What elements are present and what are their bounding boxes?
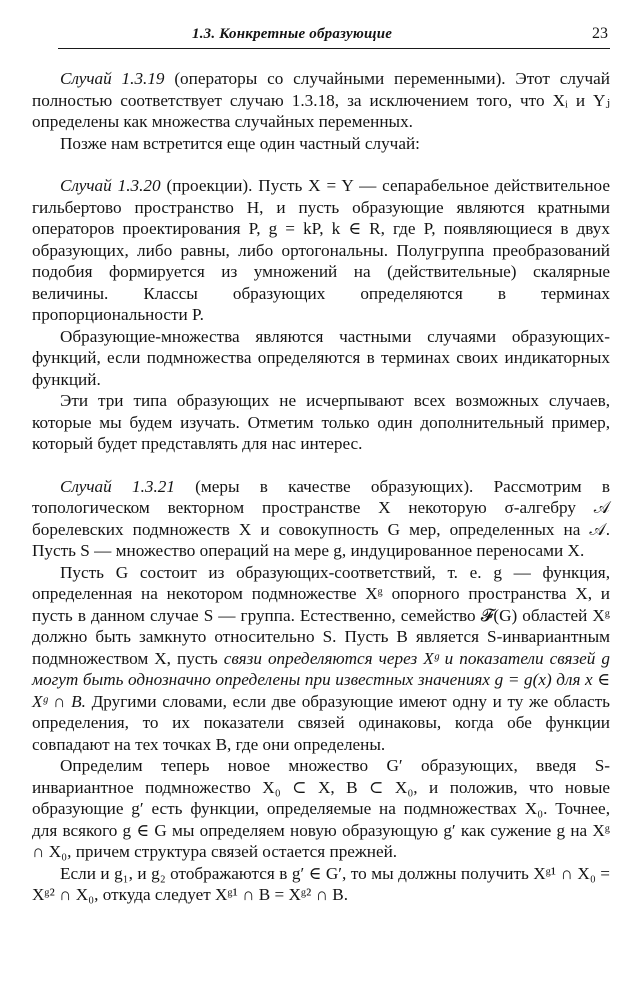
- paragraph: [32, 755, 610, 863]
- paragraph-case-1-3-19: [32, 68, 610, 133]
- paragraph: [32, 133, 610, 155]
- paragraph-text: Определим теперь новое множество G′ образующих, введя S-инвариантное подмножество X₀ ⊂ X, B ⊂ X₀, и положив, что новые образующие g′ есть функции, определяемые на подмножествах X₀. Точнее, для всякого g ∈ G мы определяем новую образующую g′ как сужение g на Xᵍ ∩ X₀, причем структура связей остается прежней.: [32, 756, 610, 861]
- paragraph-case-1-3-20: [32, 175, 610, 326]
- paragraph: [32, 390, 610, 455]
- paragraph-text: (операторы со случайными переменными). Этот случай полностью соответствует случаю 1.3.18, за исключением того, что Xᵢ и Yⱼ определены как множества случайных переменных.: [32, 69, 610, 131]
- case-heading: Случай 1.3.19: [60, 69, 165, 88]
- paragraph: [32, 562, 610, 756]
- page-number: 23: [592, 25, 608, 42]
- paragraph: [32, 326, 610, 391]
- paragraph-case-1-3-21: [32, 476, 610, 562]
- case-heading: Случай 1.3.21: [60, 476, 175, 496]
- case-heading: Случай 1.3.20: [60, 176, 161, 195]
- emphasized-text: связи определяются через Xᵍ и показатели связей g могут быть однозначно определены при известных значениях g = g(x) для x ∈ Xᵍ ∩ B.: [32, 648, 611, 711]
- paragraph: [32, 863, 610, 906]
- paragraph-text: Позже нам встретится еще один частный случай:: [60, 133, 420, 153]
- paragraph-text: (меры в качестве образующих). Рассмотрим в топологическом векторном пространстве X некоторую σ-алгебру 𝒜 борелевских подмножеств X и совокупность G мер, определенных на 𝒜. Пусть S — множество операций на мере g, индуцированное переносами X.: [32, 476, 610, 560]
- paragraph-text: Образующие-множества являются частными случаями образующих-функций, если подмножества определяются в терминах своих индикаторных функций.: [32, 326, 610, 389]
- paragraph-text: (проекции). Пусть X = Y — сепарабельное действительное гильбертово пространство H, и пусть образующие являются кратными операторов проектирования P, g = kP, k ∈ R, где P, появляющиеся в двух образующих, либо равны, либо ортогональны. Полугруппа преобразований подобия формируется из умножений на (действительные) скалярные величины. Классы образующих определяются в терминах пропорциональности P.: [32, 176, 610, 324]
- page-header: [58, 22, 610, 49]
- paragraph-text: Другими словами, если две образующие имеют одну и ту же область определения, то их показатели связей одинаковы, когда обе функции совпадают на тех точках B, где они определены.: [32, 691, 610, 754]
- paragraph-text: Если и g₁, и g₂ отображаются в g′ ∈ G′, то мы должны получить Xᵍ¹ ∩ X₀ = Xᵍ² ∩ X₀, откуда следует Xᵍ¹ ∩ B = Xᵍ² ∩ B.: [32, 863, 610, 904]
- running-title: 1.3. Конкретные образующие: [192, 26, 393, 42]
- page-body: [32, 68, 610, 906]
- paragraph-text: Пусть G состоит из образующих-соответствий, т. е. g — функция, определенная на некотором подмножестве Xᵍ опорного пространства X, и пусть в данном случае S — группа. Естественно, семейство 𝓕(G) областей Xᵍ должно быть замкнуто относительно S. Пусть B является S-инвариантным подмножеством X, пусть: [32, 562, 610, 668]
- paragraph-text: Эти три типа образующих не исчерпывают всех возможных случаев, которые мы будем изучать. Отметим только один дополнительный пример, который будет представлять для нас интерес.: [32, 391, 610, 453]
